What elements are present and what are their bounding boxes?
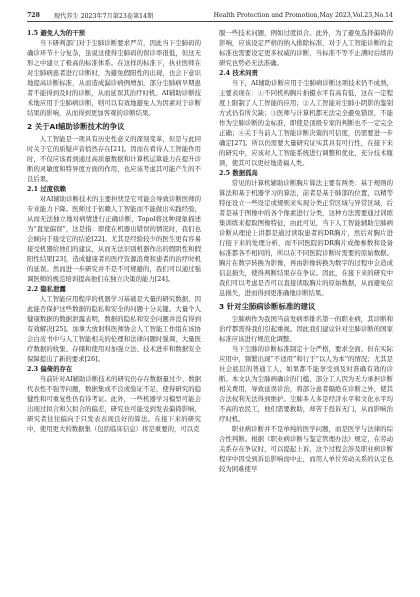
body-paragraph: 服一些技术问题，例如过度拟合。此外，为了避免选择偏倚的影响，应该设定严格的纳入排除标准，对于人工智能诊断的金标准也需要设定更多权威的诊断，当标准不等不止满时后续的研究也势必无法准确。	[219, 29, 393, 67]
body-paragraph: 对AI辅助诊断技术的主要担忧是它可能会导致诊断医师的专业能力下降。医师过于依赖人工智能而不能做出实践经验，从而无法独立地对病情进行正确诊断，Topol将这种现象描述为“直觉偏误”，这是指：即使在机器出错误的情况时，我们也会倾向于接受它的结论[22]。尤其是经验较少的医生更有容易接受机器给他们的建议，从而无法识别机器作出的假阴性和假阳性结果[23]，造成健康者的医疗资源浪费和患者的治疗时机的延误。然而进一步研究并不是不可规避的，我们可以通过强调医师的规范培训提高他们在独立决策的能力[24]。	[27, 195, 201, 283]
right-column	[219, 28, 393, 583]
journal-title-en: Health Protection and Promotion,May 2023,Vol.23,No.14	[213, 11, 393, 19]
body-paragraph: 当前针对AI辅助诊断技术的研究仍存在数据量过少、数据代表性不强等问题，数据集成不良或验证不足，使得研究的稳健性和可重复性仍有待考证。此外，一些机器学习模型可能会出现过拟合和欠拟合的偏差，研究也可能受到发表偏倚影响，研究者往往偏向于只发表表现良好的算法。在接下来的研究中，使用更大的数据集（包括临床信息）将是重要的，可以克	[27, 375, 201, 433]
journal-title-cn: 现代养生 2023年7月第23卷第14期	[53, 12, 154, 20]
body-paragraph: 当下研判部门对于尘肺诊断要求严苛，因此当下尘肺码的确诊环节十分复杂，虽说这使得尘肺码的误诊率很低，但这无形之中建立了极高的标准体系。在这样的标准下，执业医师在对尘肺病患者进行诊断时，为避免假阳性的出现，也会下意识地提高诊断标准，从而造成漏诊病例增加，部分尘肺病早期患者不能得到及时的诊断，从而延误其治疗时机。AI辅助诊断技术地应用于尘肺病诊断，则可以有效地避免人为因素对于诊断结果的影响，从而得到更加客观的诊断结果。	[27, 39, 201, 117]
left-column	[27, 28, 201, 583]
body-paragraph: 常见的计算机辅助诊断胸片算法主要有两类：基于规则的算法和基于机器学习的算法，前者是基于肺部的位置，以精等特征设立一些设定或规则来实现分类正常区域与异常区域，后者是基于图像中的各个像素进行分类，这种方法需要通过训练集训练来提取图像特征，由此可见，当下人工智能辅助尘肺病诊断从理论上讲都是通过读取患者的DR胸片，然后对胸片进行接下来的处理分析，而不同医院的DR胸片成像参数和设备标准都各不相同的，所以在不同医院诊断时需要的原始数据。胸片在数字转换为影像，再由影像转换为数字的过程中会造成信息损失，使得判断结果存在争议。因此，在接下来的研究中我们可以考虑是否可以直接读取胸片的原始数据，从而避免信息损失，进而得到更准确地诊断结果。	[219, 179, 393, 297]
subsection-heading: 2.2 隐私泄露	[27, 285, 66, 293]
body-paragraph: 人工智能应用程序的机器学习基础是大量的研究数据，因此能否保护这些数据的隐私和安全的问题十分关键。大量个人健康数据的数据泄露表明，数据的隐私和安全问题并没有得到有效解决[25]。加拿大放射科医师协会人工智能工作组在该协会白皮书中与人工智能相关的伦理和法律问题时强调，大量医疗数据的收集、存储和使用对加强立法、技术进步和数据安全保障提出了新的要求[26]。	[27, 295, 201, 363]
section-heading: 2 关于AI辅助诊断技术的争议	[27, 122, 125, 131]
subsection-heading: 2.3 偏倚的存在	[27, 365, 73, 373]
page-header	[27, 9, 393, 21]
subsection-heading: 1.5 避免人为的干预	[27, 29, 86, 37]
subsection-heading: 2.1 过度依赖	[27, 185, 66, 193]
subsection-heading: 2.4 技术问责	[219, 69, 258, 77]
page-number: 728	[27, 11, 40, 19]
body-paragraph: 当下，AI辅助诊断应用于尘肺病诊断这项技术仍不成熟，主要表现在：①不同机构胸片拍摄水平有高有低，这在一定程度上限制了人工智能的应用；②人工智能对尘肺小阴影的鉴别方式仍有所欠缺；③医师与计算机都无法完全避免错误，不能作为尘肺诊断的金标准，即使是顶级专家的判断也不一定完全正确；④关于当前人工智能诊断决策的可信度，仍需要进一步确定[27]。所以仍需要大量研究证实其具有可行性，在接下来的研究中，应该对人工智能系统进行调整和优化，充分技术瓶颈，使其可以更好地造福人类。	[219, 79, 393, 167]
body-paragraph: 尘肺病作为我国当前发病率排名第一的职业病，其诊断和治疗都需得我们引起重视。因此我们建议针对尘肺诊断的国家标准应该进行规范化调整。	[219, 315, 393, 343]
subsection-heading: 2.5 数据孤岛	[219, 169, 258, 177]
body-paragraph: 当下尘肺的诊断标准制定十分严格，要求全面、但在实际应用中，频繁出现“不适用”和行于“以人为本”的情况；尤其是社会底层的普通工人，如果都不能享受到及时准确有效的诊断。本文认为尘肺病确诊的门槛，部分工人因为无力承担诊断相关费用，导致延误诊治，将部分患者隔绝在诊断之外，使其合法权利无法得到维护。尘肺多人多是经济水平和文化水平均不高的农民工，他们需要救助，却苦于投诉无门，从而影响治疗时机。	[219, 345, 393, 423]
body-paragraph: 人工智能是一项具有历史性意义的深刻变革，但是与此同时关于它的质疑声音悄然存在[21]。因而在看待人工智能作用时，不仅应该看到通过高质量数据和计算机运算能力在提升诊断的灵敏度和特异度方面的作用，也应该考虑其可能产生的不良后果。	[27, 135, 201, 183]
section-heading: 3 针对尘肺病诊断标准的建议	[219, 302, 316, 311]
body-paragraph: 职业病诊断并不是单纯的医学问题，而是医学与法律的综合性判断。根据《职业病诊断与鉴定管理办法》规定，在劳动关系存在争议时，可以提起上诉，这个过程会涉及职业病诊断程序中因受到诉讼影响而中止，而用人单位劳动关系的认定也较为困难使早	[219, 425, 393, 473]
header-rule	[27, 21, 393, 22]
